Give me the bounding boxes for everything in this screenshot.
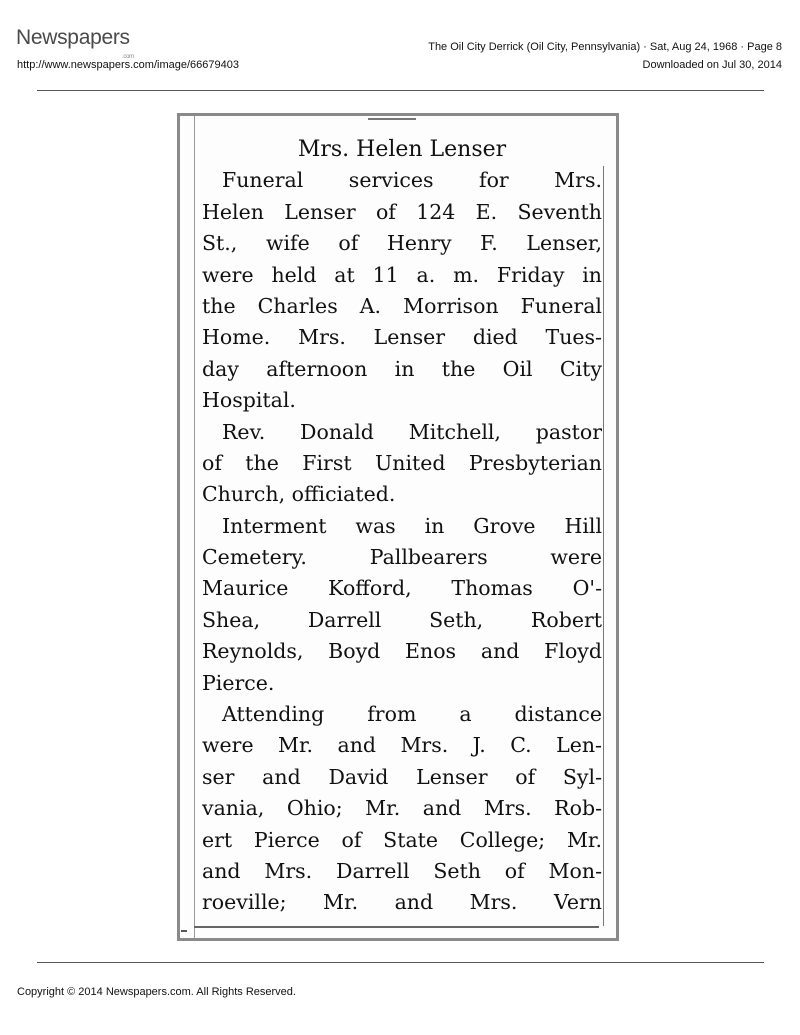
article-line: ert Pierce of State College; Mr. (202, 827, 602, 852)
article-line: were Mr. and Mrs. J. C. Len- (202, 733, 602, 758)
article-line: Helen Lenser of 124 E. Seventh (202, 199, 602, 224)
newspapers-logo[interactable] (16, 26, 134, 60)
article-line: the Charles A. Morrison Funeral (202, 293, 602, 318)
article-line: Rev. Donald Mitchell, pastor (222, 419, 602, 444)
column-rule-left (194, 116, 195, 938)
clipping-edge-mark (181, 930, 187, 932)
article-line: vania, Ohio; Mr. and Mrs. Rob- (202, 796, 602, 821)
article-headline: Mrs. Helen Lenser (297, 137, 507, 162)
article-line: Shea, Darrell Seth, Robert (202, 607, 602, 632)
article-line: were held at 11 a. m. Friday in (202, 262, 602, 287)
footer-divider (37, 962, 764, 963)
publication-info: The Oil City Derrick (Oil City, Pennsylvania) · Sat, Aug 24, 1968 · Page 8 (428, 41, 782, 53)
download-date: Downloaded on Jul 30, 2014 (642, 59, 782, 71)
article-line: Funeral services for Mrs. (222, 168, 602, 193)
article-line: ser and David Lenser of Syl- (202, 764, 602, 789)
article-line: Interment was in Grove Hill (222, 513, 602, 538)
obituary-article (202, 134, 602, 919)
article-line: Hospital. (202, 388, 296, 413)
source-url-link[interactable]: http://www.newspapers.com/image/66679403 (17, 59, 239, 71)
article-line: and Mrs. Darrell Seth of Mon- (202, 858, 602, 883)
article-line: Pierce. (202, 670, 275, 695)
article-body (202, 165, 602, 918)
article-line: Cemetery. Pallbearers were (202, 545, 602, 570)
article-line: St., wife of Henry F. Lenser, (202, 231, 602, 256)
clipping-top-mark (368, 118, 416, 120)
article-line: roeville; Mr. and Mrs. Vern (202, 890, 602, 915)
article-line: day afternoon in the Oil City (202, 356, 602, 381)
article-line: Home. Mrs. Lenser died Tues- (202, 325, 602, 350)
article-line: of the First United Presbyterian (202, 450, 602, 475)
article-line: Attending from a distance (222, 702, 602, 727)
header-divider (37, 90, 764, 91)
newspaper-clipping (177, 113, 619, 941)
column-rule-bottom (194, 926, 599, 928)
logo-text: Newspapers (16, 26, 130, 49)
article-line: Reynolds, Boyd Enos and Floyd (202, 639, 602, 664)
copyright-notice: Copyright © 2014 Newspapers.com. All Rights Reserved. (17, 986, 296, 998)
column-rule-right (603, 166, 604, 926)
article-line: Maurice Kofford, Thomas O'- (202, 576, 602, 601)
article-line: Church, officiated. (202, 482, 396, 507)
logo-com-text: .com (122, 54, 134, 60)
